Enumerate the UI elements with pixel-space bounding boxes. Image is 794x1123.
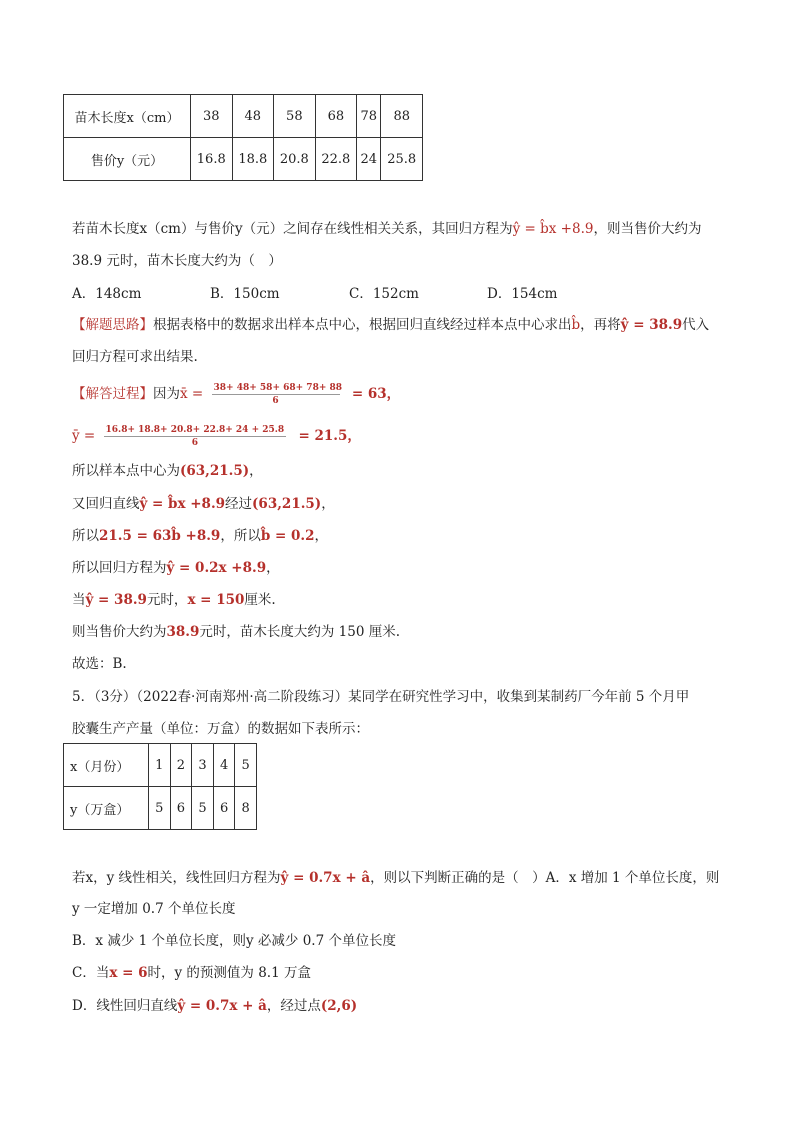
ybar-fraction: $\frac{16.8+ 18.8+ 20.8+ 22.8+ 24 + 25.8}{6}$: [105, 425, 285, 448]
solution-tag: 【解答过程】: [72, 386, 153, 402]
q4-solution-idea-line2: 回归方程可求出结果.: [72, 349, 198, 365]
q5-stem-line1: 5．（3分）（2022春·河南郑州·高二阶段练习）某同学在研究性学习中，收集到某制药厂今年前 5 个月甲: [72, 689, 690, 705]
table-cell: 6: [213, 787, 235, 830]
regression-equation: ŷ = b̂x +8.9: [512, 221, 594, 237]
table-cell: 58: [274, 95, 316, 138]
table-cell: 1: [149, 744, 171, 787]
q5-question-line2: y 一定增加 0.7 个单位长度: [72, 901, 236, 917]
table-cell: 68: [315, 95, 357, 138]
q4-option-b: B．150cm: [210, 286, 280, 302]
q4-stem-line2: 38.9 元时，苗木长度大约为（ ）: [72, 253, 282, 269]
table-cell: 48: [232, 95, 274, 138]
q4-solution-xbar: 【解答过程】因为x̄ = $\frac{38+ 48+ 58+ 68+ 78+ 88}{6}$ = 63，: [72, 383, 401, 406]
q4-step3: 所以21.5 = 63b̂ +8.9，所以b̂ = 0.2，: [72, 528, 328, 544]
seedling-price-table: [63, 94, 423, 181]
q4-step5: 当ŷ = 38.9元时，x = 150厘米.: [72, 592, 276, 608]
q4-step6: 则当售价大约为38.9元时，苗木长度大约为 150 厘米.: [72, 624, 401, 640]
q4-solution-ybar: ȳ = $\frac{16.8+ 18.8+ 20.8+ 22.8+ 24 + 25.8}{6}$ = 21.5，: [72, 425, 361, 448]
table-header-price: 售价y（元）: [64, 138, 191, 181]
table-cell: 25.8: [381, 138, 423, 181]
table-cell: 24: [357, 138, 381, 181]
table-header-length: 苗木长度x（cm）: [64, 95, 191, 138]
q4-step4: 所以回归方程为ŷ = 0.2x +8.9，: [72, 560, 280, 576]
q4-stem-line1: 若苗木长度x（cm）与售价y（元）之间存在线性相关关系，其回归方程为ŷ = b̂x +8.9，则当售价大约为: [72, 221, 702, 237]
q4-solution-idea: 【解题思路】根据表格中的数据求出样本点中心，根据回归直线经过样本点中心求出b̂，再将ŷ = 38.9代入: [72, 317, 710, 333]
table-header-boxes: y（万盒）: [64, 787, 149, 830]
xbar-fraction: $\frac{38+ 48+ 58+ 68+ 78+ 88}{6}$: [213, 383, 343, 406]
table-cell: 20.8: [274, 138, 316, 181]
table-cell: 38: [191, 95, 233, 138]
q5-stem-line2: 胶囊生产产量（单位：万盒）的数据如下表所示：: [72, 721, 369, 737]
q4-step1: 所以样本点中心为(63,21.5)，: [72, 463, 263, 479]
table-cell: 6: [170, 787, 192, 830]
q4-option-a: A．148cm: [72, 286, 142, 302]
table-cell: 22.8: [315, 138, 357, 181]
table-cell: 2: [170, 744, 192, 787]
table-cell: 5: [192, 787, 214, 830]
table-cell: 88: [381, 95, 423, 138]
q4-choice: 故选：B.: [72, 656, 127, 672]
table-cell: 4: [213, 744, 235, 787]
q5-option-b: B．x 减少 1 个单位长度，则y 必减少 0.7 个单位长度: [72, 933, 396, 949]
idea-tag: 【解题思路】: [72, 317, 153, 333]
table-cell: 8: [235, 787, 257, 830]
table-cell: 78: [357, 95, 381, 138]
q4-option-c: C．152cm: [349, 286, 419, 302]
q5-option-c: C．当x = 6时，y 的预测值为 8.1 万盒: [72, 965, 311, 981]
q4-step2: 又回归直线ŷ = b̂x +8.9经过(63,21.5)，: [72, 496, 335, 512]
table-cell: 3: [192, 744, 214, 787]
table-cell: 5: [149, 787, 171, 830]
q5-question-line1: 若x，y 线性相关，线性回归方程为ŷ = 0.7x + â，则以下判断正确的是（ ）A．x 增加 1 个单位长度，则: [72, 870, 720, 886]
table-cell: 18.8: [232, 138, 274, 181]
q5-option-d: D．线性回归直线ŷ = 0.7x + â，经过点(2,6): [72, 998, 358, 1014]
table-cell: 5: [235, 744, 257, 787]
q4-option-d: D．154cm: [487, 286, 558, 302]
capsule-production-table: [63, 743, 257, 830]
table-header-month: x（月份）: [64, 744, 149, 787]
table-cell: 16.8: [191, 138, 233, 181]
